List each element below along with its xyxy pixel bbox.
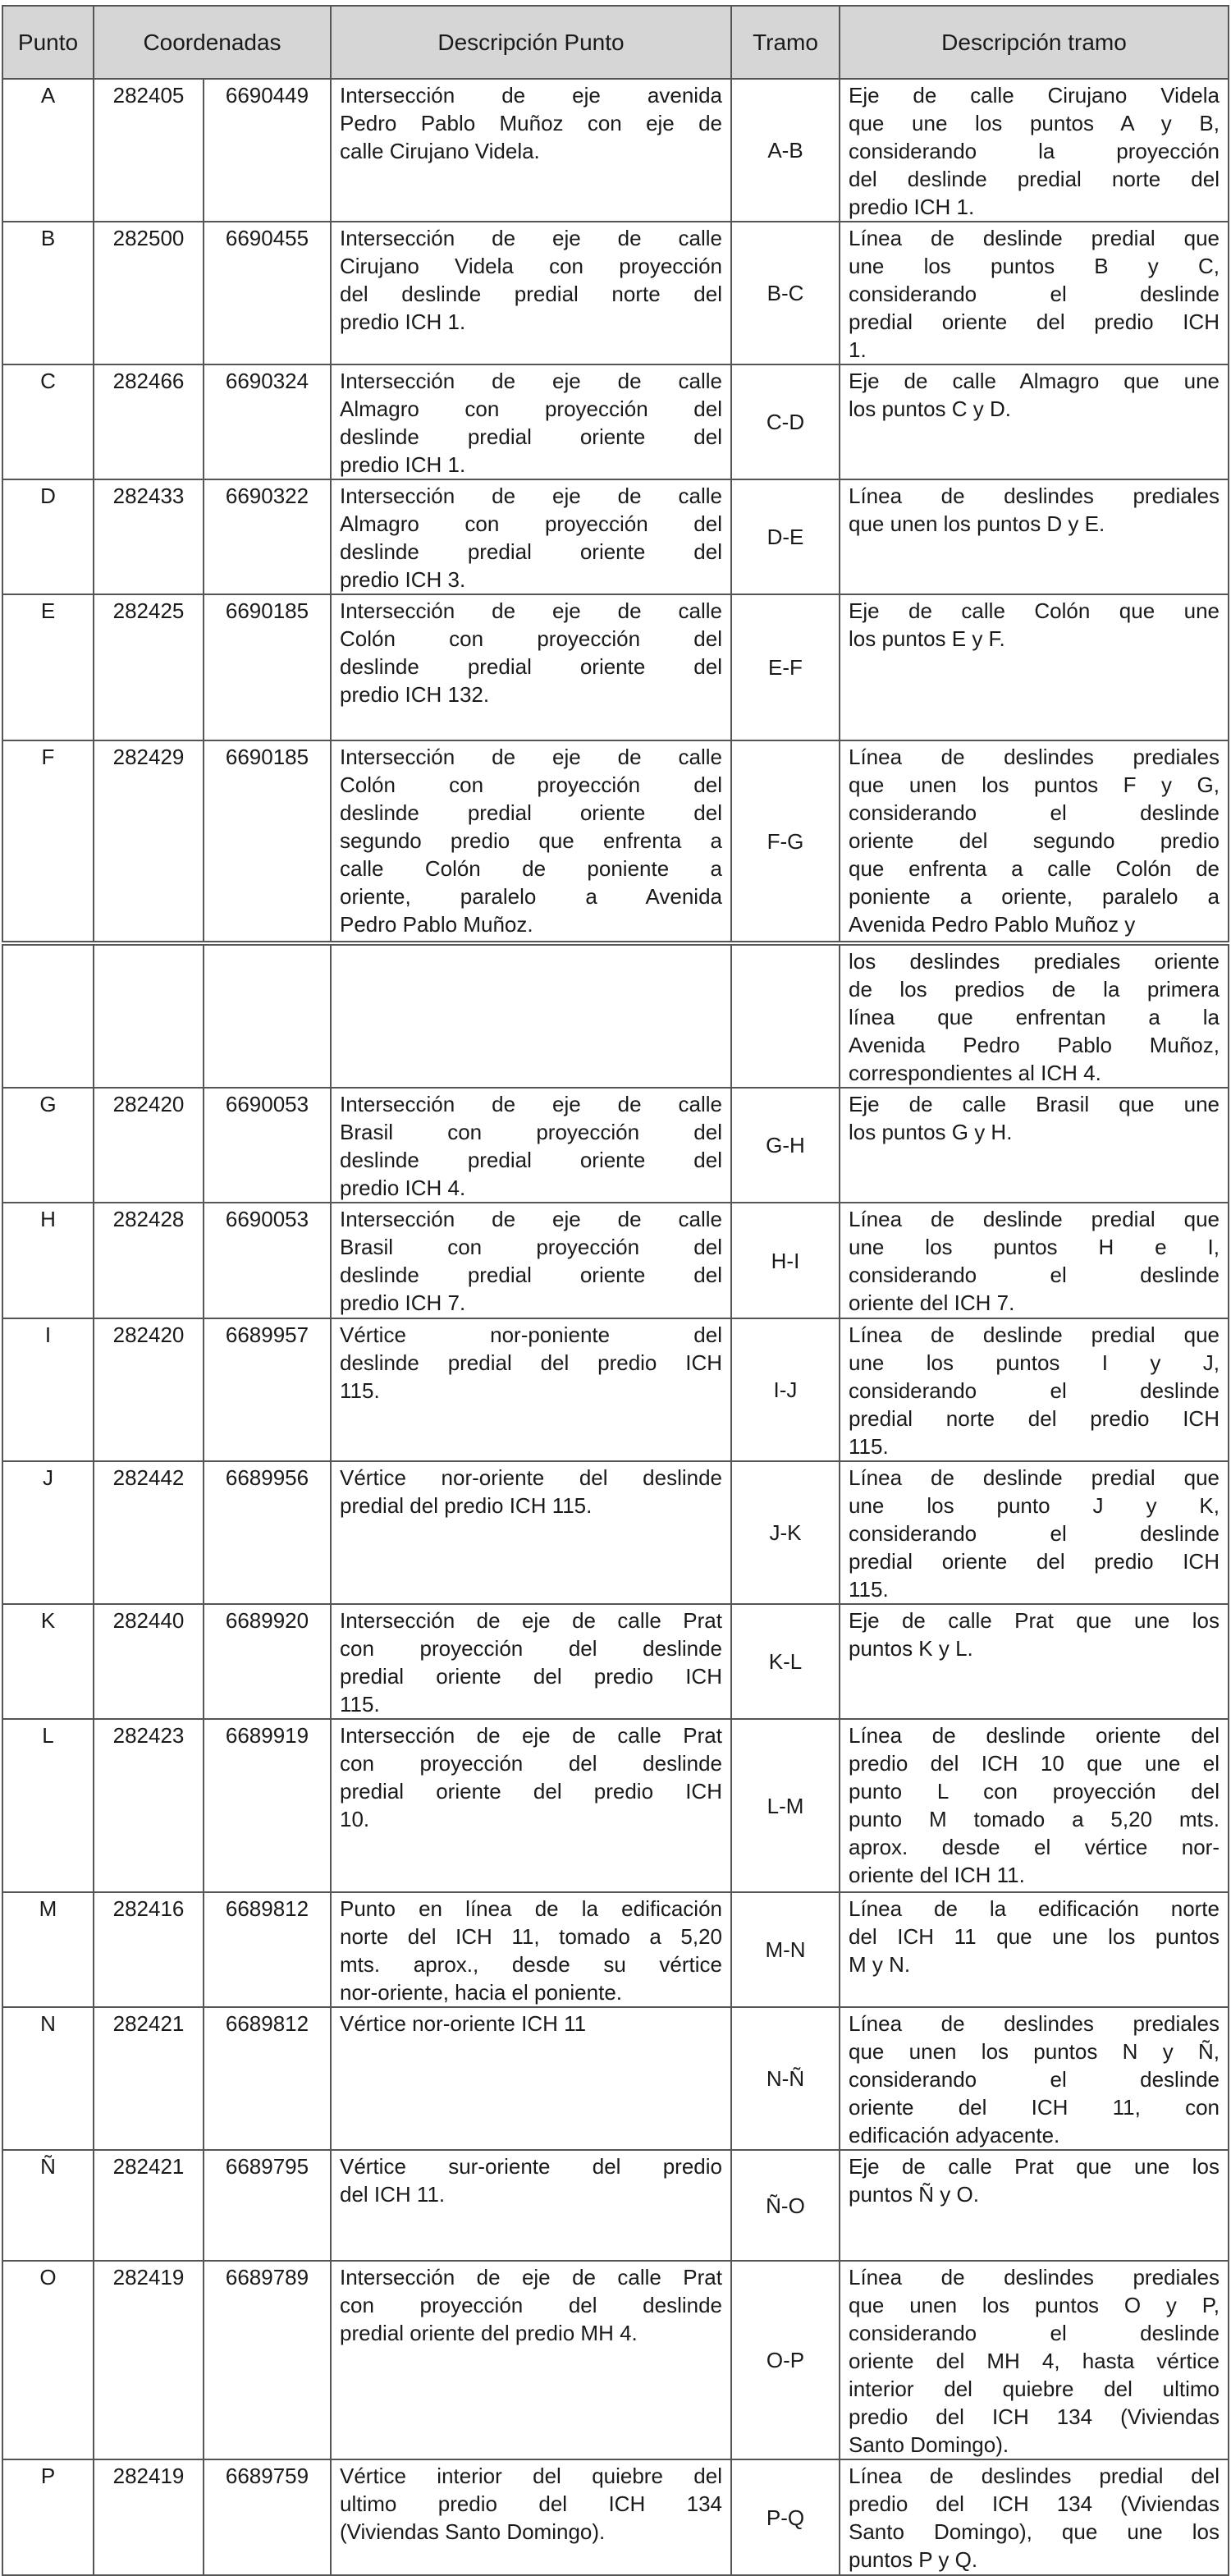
cell-coord-x: 282420 [94,1318,204,1461]
text-line: ultimo predio del ICH 134 [340,2491,722,2516]
header-row [2,6,1229,79]
cell-punto: I [2,1318,94,1461]
text-line: predial norte del predio ICH [849,1406,1220,1431]
text-line: del ICH 11 que une los puntos [849,1924,1220,1949]
cell-punto: L [2,1719,94,1892]
text-line: oriente del MH 4, hasta vértice [849,2349,1220,2373]
table-row [2,740,1229,943]
text-line: Pedro Pablo Muñoz con eje de [340,111,722,135]
text-line: oriente, paralelo a Avenida [340,884,722,909]
cell-descripcion-tramo [840,79,1229,222]
text-line: predio ICH 132. [340,682,490,707]
text-line: Colón con proyección del [340,626,722,651]
text-line: predio del ICH 134 (Viviendas [849,2404,1220,2429]
text-line: que unen los puntos N y Ñ, [849,2039,1220,2064]
text-line: predial del predio ICH 115. [340,1493,593,1518]
text-line: deslinde predial oriente del [340,424,722,449]
cell-punto: F [2,740,94,943]
cell-descripcion-tramo [840,2150,1229,2261]
cell-coord-y: 6689759 [204,2459,331,2575]
cell-descripcion-punto [331,2261,731,2459]
text-line: oriente del ICH 7. [849,1290,1015,1315]
text-line: deslinde predial oriente del [340,654,722,679]
text-line: Eje de calle Colón que une [849,598,1220,623]
text-line: Avenida Pedro Pablo Muñoz y [849,912,1136,937]
text-line: oriente del ICH 11. [849,1863,1025,1887]
text-line: considerando el deslinde [849,2067,1220,2092]
cell-coord-y: 6690185 [204,594,331,740]
text-line: considerando el deslinde [849,1521,1220,1546]
text-line: Intersección de eje de calle Prat [340,2265,722,2290]
text-line: puntos P y Q. [849,2547,978,2572]
text-line: 115. [849,1434,889,1459]
cell-descripcion-punto [331,1318,731,1461]
text-line: Santo Domingo), que une los [849,2519,1220,2544]
cell-coord-x: 282419 [94,2459,204,2575]
text-line: que enfrenta a calle Colón de [849,856,1220,881]
text-line: predial oriente del predio ICH [340,1664,722,1689]
text-line: oriente del segundo predio [849,828,1220,853]
cell-descripcion-tramo [840,364,1229,479]
text-line: deslinde predial oriente del [340,1148,722,1172]
text-line: Intersección de eje de calle [340,1207,722,1231]
cell-tramo: F-G [731,740,840,943]
table-row [2,79,1229,222]
cell-coord-y: 6690053 [204,1203,331,1318]
text-line: puntos K y L. [849,1636,973,1661]
table-row [2,2261,1229,2459]
text-line: mts. aprox., desde su vértice [340,1952,722,1977]
cell-coord-x: 282421 [94,2150,204,2261]
text-line: 1. [849,337,867,362]
text-line: interior del quiebre del ultimo [849,2377,1220,2401]
header-punto: Punto [2,6,94,79]
text-line: Intersección de eje de calle Prat [340,1608,722,1633]
cell-descripcion-punto [331,2150,731,2261]
table-row [2,364,1229,479]
cell-descripcion-tramo [840,1203,1229,1318]
cell-descripcion-tramo [840,1088,1229,1203]
table-row [2,594,1229,740]
cell-coord-y: 6689795 [204,2150,331,2261]
text-line: que unen los puntos D y E. [849,511,1105,536]
text-line: Colón con proyección del [340,772,722,797]
text-line: Línea de deslinde predial que [849,226,1220,250]
text-line: segundo predio que enfrenta a [340,828,722,853]
cell-coord-x: 282425 [94,594,204,740]
header-descripcion-punto: Descripción Punto [331,6,731,79]
text-line: 115. [340,1378,380,1403]
cell-coord-y: 6689812 [204,1892,331,2007]
cell-descripcion-punto [331,1719,731,1892]
table-row [2,479,1229,594]
text-line: Intersección de eje de calle [340,598,722,623]
cell-punto [2,943,94,1088]
cell-coord-y: 6690053 [204,1088,331,1203]
cell-coord-x: 282405 [94,79,204,222]
text-line: Intersección de eje de calle [340,226,722,250]
text-line: con proyección del deslinde [340,2293,722,2317]
text-line: Intersección de eje de calle [340,484,722,508]
cell-punto: O [2,2261,94,2459]
text-line: deslinde predial oriente del [340,800,722,825]
text-line: calle Colón de poniente a [340,856,722,881]
text-line: Vértice interior del quiebre del [340,2464,722,2488]
cell-punto: A [2,79,94,222]
text-line: predial oriente del predio ICH [849,309,1220,334]
table-row [2,1088,1229,1203]
table-row [2,1461,1229,1604]
text-line: considerando el deslinde [849,1378,1220,1403]
text-line: predio del ICH 10 que une el [849,1751,1220,1776]
text-line: considerando el deslinde [849,1263,1220,1287]
text-line: correspondientes al ICH 4. [849,1061,1101,1085]
cell-coord-x: 282420 [94,1088,204,1203]
text-line: de los predios de la primera [849,977,1220,1002]
cell-descripcion-tramo [840,594,1229,740]
text-line: Intersección de eje avenida [340,83,722,108]
table-row [2,943,1229,1088]
header-descripcion-tramo: Descripción tramo [840,6,1229,79]
text-line: predio ICH 4. [340,1176,466,1200]
cell-descripcion-punto [331,594,731,740]
text-line: que unen los puntos O y P, [849,2293,1220,2317]
text-line: predial oriente del predio MH 4. [340,2321,638,2345]
cell-coord-x: 282416 [94,1892,204,2007]
text-line: Línea de deslindes prediales [849,745,1220,769]
text-line: Cirujano Videla con proyección [340,254,722,278]
text-line: deslinde predial oriente del [340,539,722,564]
cell-punto: H [2,1203,94,1318]
text-line: los puntos G y H. [849,1120,1013,1144]
cell-tramo: O-P [731,2261,840,2459]
cell-tramo: D-E [731,479,840,594]
cell-coord-x: 282423 [94,1719,204,1892]
cell-descripcion-punto [331,1203,731,1318]
cell-coord-y: 6690324 [204,364,331,479]
text-line: une los punto J y K, [849,1493,1220,1518]
text-line: los puntos E y F. [849,626,1005,651]
table-row [2,222,1229,364]
cell-descripcion-punto [331,222,731,364]
cell-descripcion-punto [331,2007,731,2150]
cell-tramo: N-Ñ [731,2007,840,2150]
text-line: Intersección de eje de calle [340,369,722,393]
cell-descripcion-tramo [840,1719,1229,1892]
text-line: une los puntos I y J, [849,1350,1220,1375]
cell-coord-y: 6689812 [204,2007,331,2150]
cell-coord-x: 282442 [94,1461,204,1604]
text-line: considerando el deslinde [849,800,1220,825]
cell-tramo: C-D [731,364,840,479]
text-line: 10. [340,1807,370,1831]
text-line: puntos Ñ y O. [849,2182,979,2207]
text-line: punto M tomado a 5,20 mts. [849,1807,1220,1831]
table-row [2,1719,1229,1892]
text-line: considerando el deslinde [849,2321,1220,2345]
cell-coord-y: 6690185 [204,740,331,943]
cell-coord-y: 6689919 [204,1719,331,1892]
text-line: Vértice nor-oriente ICH 11 [340,2011,587,2036]
text-line: predio ICH 7. [340,1290,466,1315]
cell-punto: E [2,594,94,740]
text-line: Línea de la edificación norte [849,1896,1220,1921]
cell-descripcion-tramo [840,479,1229,594]
cell-descripcion-tramo [840,2261,1229,2459]
text-line: poniente a oriente, paralelo a [849,884,1220,909]
cell-coord-x: 282419 [94,2261,204,2459]
text-line: predio ICH 1. [849,195,975,219]
text-line: edificación adyacente. [849,2123,1060,2147]
cell-coord-y: 6689957 [204,1318,331,1461]
cell-tramo: B-C [731,222,840,364]
cell-coord-y: 6689920 [204,1604,331,1719]
text-line: predio ICH 1. [340,309,466,334]
cell-coord-y: 6690449 [204,79,331,222]
cell-tramo: G-H [731,1088,840,1203]
cell-coord-y: 6689789 [204,2261,331,2459]
cell-tramo: K-L [731,1604,840,1719]
tramos-table [2,5,1229,2576]
cell-punto: N [2,2007,94,2150]
text-line: Vértice nor-poniente del [340,1322,722,1347]
text-line: Línea de deslindes prediales [849,2011,1220,2036]
text-line: Vértice sur-oriente del predio [340,2154,722,2179]
text-line: Eje de calle Prat que une los [849,2154,1220,2179]
header-coordenadas: Coordenadas [94,6,331,79]
cell-descripcion-tramo [840,740,1229,943]
table-row [2,2007,1229,2150]
text-line: aprox. desde el vértice nor- [849,1835,1220,1859]
cell-punto: Ñ [2,2150,94,2261]
cell-punto: M [2,1892,94,2007]
text-line: une los puntos H e I, [849,1235,1220,1259]
text-line: Línea de deslinde predial que [849,1322,1220,1347]
cell-descripcion-punto [331,1604,731,1719]
header-tramo: Tramo [731,6,840,79]
cell-descripcion-tramo [840,222,1229,364]
cell-punto: D [2,479,94,594]
text-line: Intersección de eje de calle [340,745,722,769]
cell-descripcion-punto [331,79,731,222]
table-body [2,79,1229,2575]
cell-coord-y: 6689956 [204,1461,331,1604]
cell-coord-y [204,943,331,1088]
table-row [2,2459,1229,2575]
cell-tramo: Ñ-O [731,2150,840,2261]
cell-descripcion-tramo [840,1318,1229,1461]
cell-tramo: E-F [731,594,840,740]
text-line: Avenida Pedro Pablo Muñoz, [849,1033,1220,1057]
text-line: Almagro con proyección del [340,396,722,421]
text-line: Línea de deslindes predial del [849,2464,1220,2488]
text-line: Línea de deslinde predial que [849,1207,1220,1231]
text-line: Intersección de eje de calle [340,1092,722,1116]
text-line: predial oriente del predio ICH [340,1779,722,1804]
cell-coord-y: 6690322 [204,479,331,594]
cell-tramo: L-M [731,1719,840,1892]
text-line: con proyección del deslinde [340,1636,722,1661]
text-line: del deslinde predial norte del [340,282,722,306]
text-line: considerando el deslinde [849,282,1220,306]
text-line: Línea de deslindes prediales [849,484,1220,508]
cell-descripcion-tramo [840,1461,1229,1604]
text-line: 115. [340,1692,380,1717]
text-line: del ICH 11. [340,2182,446,2207]
cell-tramo [731,943,840,1088]
cell-coord-x: 282428 [94,1203,204,1318]
table-row [2,2150,1229,2261]
text-line: Intersección de eje de calle Prat [340,1723,722,1748]
cell-descripcion-punto [331,364,731,479]
table-row [2,1203,1229,1318]
cell-coord-x: 282429 [94,740,204,943]
text-line: une los puntos B y C, [849,254,1220,278]
text-line: Brasil con proyección del [340,1235,722,1259]
cell-descripcion-punto [331,943,731,1088]
cell-punto: B [2,222,94,364]
cell-descripcion-punto [331,479,731,594]
text-line: Almagro con proyección del [340,511,722,536]
cell-descripcion-tramo [840,943,1229,1088]
text-line: Eje de calle Cirujano Videla [849,83,1220,108]
text-line: (Viviendas Santo Domingo). [340,2519,606,2544]
text-line: Eje de calle Brasil que une [849,1092,1220,1116]
text-line: Línea de deslindes prediales [849,2265,1220,2290]
text-line: Eje de calle Prat que une los [849,1608,1220,1633]
cell-punto: P [2,2459,94,2575]
cell-tramo: I-J [731,1318,840,1461]
cell-punto: J [2,1461,94,1604]
table-row [2,1892,1229,2007]
text-line: Pedro Pablo Muñoz. [340,912,533,937]
text-line: del deslinde predial norte del [849,167,1220,191]
text-line: que une los puntos A y B, [849,111,1220,135]
text-line: predio ICH 3. [340,567,466,592]
text-line: predio ICH 1. [340,452,466,477]
text-line: Santo Domingo). [849,2432,1009,2457]
cell-coord-x: 282433 [94,479,204,594]
cell-tramo: P-Q [731,2459,840,2575]
cell-descripcion-tramo [840,2007,1229,2150]
text-line: predio del ICH 134 (Viviendas [849,2491,1220,2516]
text-line: Línea de deslinde predial que [849,1465,1220,1490]
cell-coord-y: 6690455 [204,222,331,364]
cell-tramo: A-B [731,79,840,222]
text-line: Línea de deslinde oriente del [849,1723,1220,1748]
cell-tramo: H-I [731,1203,840,1318]
cell-descripcion-tramo [840,1892,1229,2007]
cell-descripcion-punto [331,1461,731,1604]
text-line: deslinde predial oriente del [340,1263,722,1287]
cell-coord-x [94,943,204,1088]
text-line: Punto en línea de la edificación [340,1896,722,1921]
cell-descripcion-punto [331,2459,731,2575]
cell-descripcion-punto [331,740,731,943]
table-row [2,1318,1229,1461]
text-line: los puntos C y D. [849,396,1011,421]
text-line: Vértice nor-oriente del deslinde [340,1465,722,1490]
text-line: M y N. [849,1952,911,1977]
text-line: Brasil con proyección del [340,1120,722,1144]
text-line: los deslindes prediales oriente [849,949,1220,974]
table-row [2,1604,1229,1719]
cell-punto: K [2,1604,94,1719]
text-line: 115. [849,1577,889,1602]
text-line: con proyección del deslinde [340,1751,722,1776]
text-line: que unen los puntos F y G, [849,772,1220,797]
text-line: nor-oriente, hacia el poniente. [340,1980,623,2005]
text-line: punto L con proyección del [849,1779,1220,1804]
text-line: considerando la proyección [849,139,1220,163]
text-line: oriente del ICH 11, con [849,2095,1220,2120]
cell-coord-x: 282466 [94,364,204,479]
text-line: Eje de calle Almagro que une [849,369,1220,393]
cell-tramo: J-K [731,1461,840,1604]
cell-punto: G [2,1088,94,1203]
cell-tramo: M-N [731,1892,840,2007]
cell-descripcion-punto [331,1088,731,1203]
cell-descripcion-punto [331,1892,731,2007]
cell-coord-x: 282421 [94,2007,204,2150]
text-line: predial oriente del predio ICH [849,1549,1220,1574]
text-line: norte del ICH 11, tomado a 5,20 [340,1924,722,1949]
text-line: línea que enfrentan a la [849,1005,1220,1029]
cell-coord-x: 282500 [94,222,204,364]
cell-punto: C [2,364,94,479]
text-line: deslinde predial del predio ICH [340,1350,722,1375]
text-line: calle Cirujano Videla. [340,139,540,163]
cell-descripcion-tramo [840,2459,1229,2575]
cell-descripcion-tramo [840,1604,1229,1719]
cell-coord-x: 282440 [94,1604,204,1719]
